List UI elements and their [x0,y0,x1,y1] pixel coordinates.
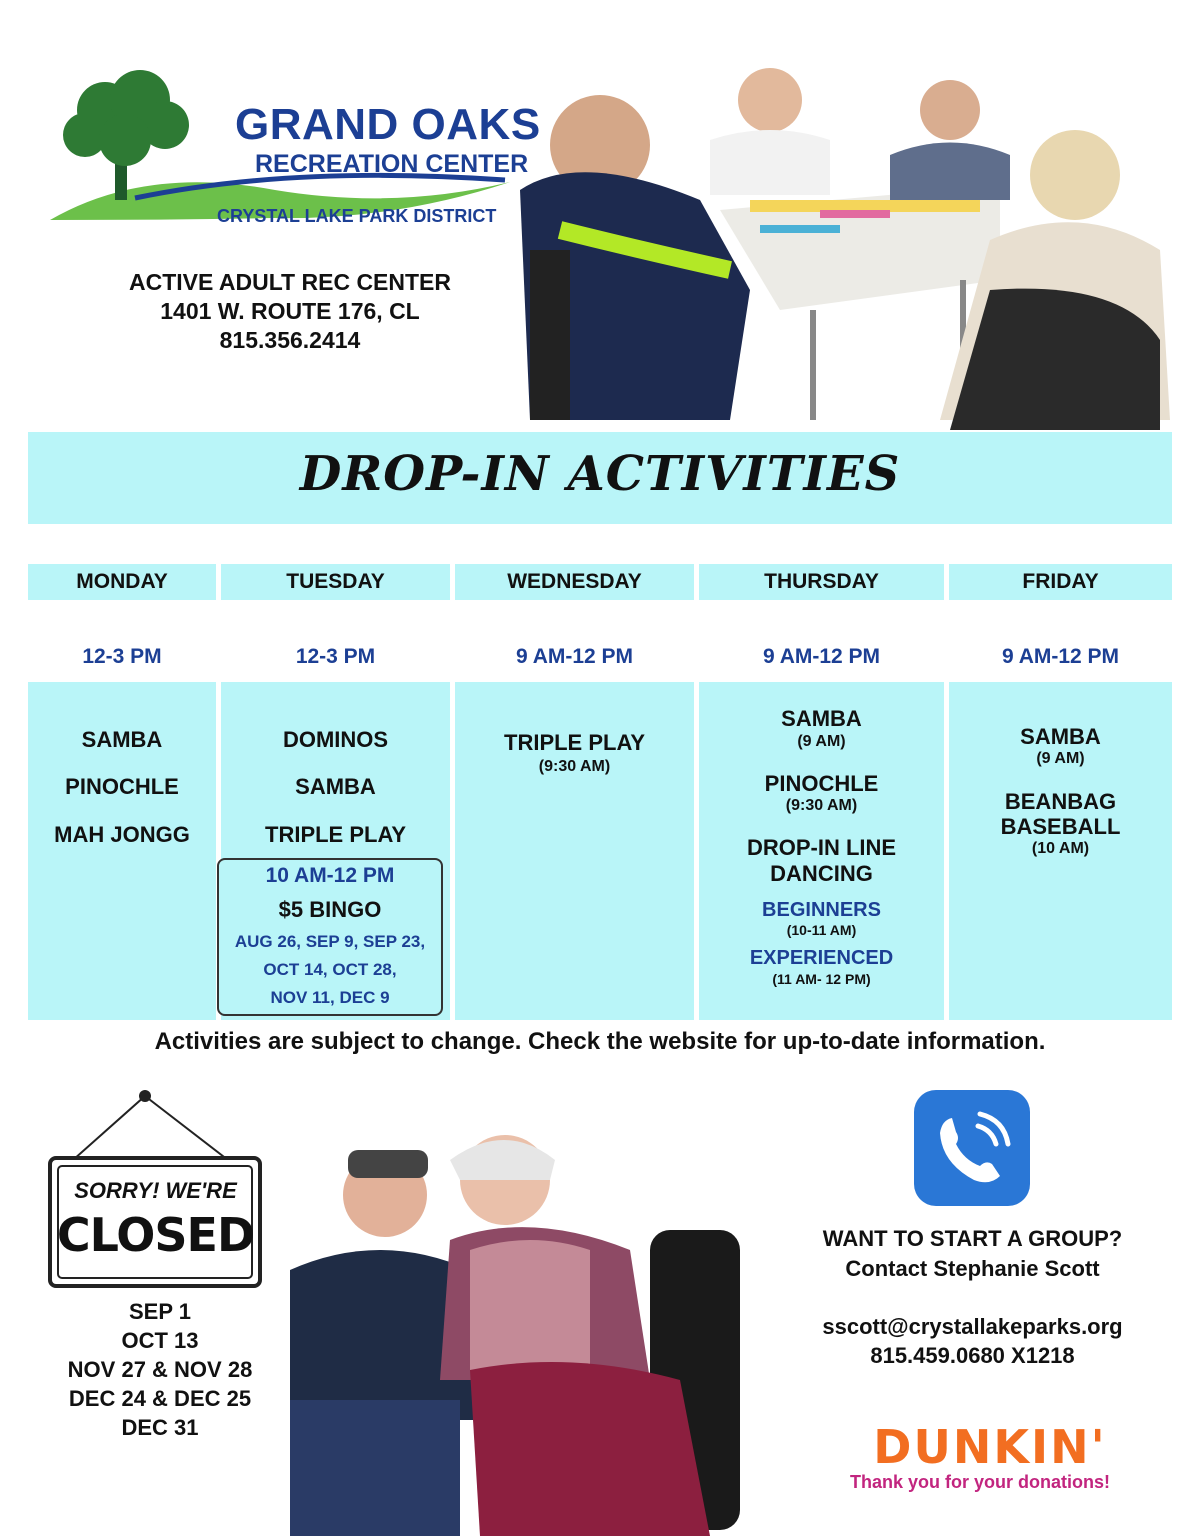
address-phone: 815.356.2414 [219,327,361,353]
activity-item: DOMINOS [282,727,389,752]
sponsor-thanks: Thank you for your donations! [850,1472,1110,1492]
closed-date: DEC 31 [121,1415,199,1440]
closed-date: NOV 27 & NOV 28 [67,1357,253,1382]
drop-in-banner [28,432,1172,524]
bingo-dates-2: OCT 14, OCT 28, [263,960,397,979]
logo-district: CRYSTAL LAKE PARK DISTRICT [217,206,497,226]
disclaimer: Activities are subject to change. Check the website for up-to-date information. [154,1028,1046,1055]
header-monday: MONDAY [28,564,216,600]
contact-question: WANT TO START A GROUP? [822,1226,1123,1251]
activities-thursday [699,682,944,1020]
activity-item: BASEBALL [1000,814,1121,839]
activity-time: (10 AM) [1031,840,1090,857]
activity-item: BEANBAG [1004,789,1117,814]
closed-date: OCT 13 [121,1328,199,1353]
header-friday: FRIDAY [949,564,1172,600]
address-line-2: 1401 W. ROUTE 176, CL [160,298,420,324]
activities-friday [949,682,1172,1020]
bingo-box [217,858,443,1016]
grand-oaks-logo [45,70,541,240]
activity-item: DROP-IN LINE [746,835,897,860]
time-tuesday: 12-3 PM [295,645,376,668]
sign-sorry: SORRY! WE'RE [74,1178,237,1203]
time-thursday: 9 AM-12 PM [762,645,881,668]
activity-time: (11 AM- 12 PM) [772,971,871,987]
activity-time: (9:30 AM) [785,797,858,814]
contact-name: Contact Stephanie Scott [845,1256,1100,1281]
closed-date: DEC 24 & DEC 25 [68,1386,252,1411]
sign-closed: CLOSED [56,1208,255,1262]
contact-phone[interactable]: 815.459.0680 X1218 [870,1343,1075,1368]
phone-icon [912,1088,1032,1208]
activities-wednesday [455,682,694,1020]
logo-subtitle: RECREATION CENTER [255,150,529,178]
header-tuesday: TUESDAY [221,564,450,600]
activity-time: (10-11 AM) [786,922,857,938]
activity-item: PINOCHLE [764,771,879,796]
time-friday: 9 AM-12 PM [1001,645,1120,668]
activity-time: (9 AM) [797,733,846,750]
activity-time: (9 AM) [1036,750,1085,767]
activity-time: (9:30 AM) [538,758,611,775]
level-experienced: EXPERIENCED [749,947,894,969]
activity-item: SAMBA [1020,724,1101,749]
time-wednesday: 9 AM-12 PM [515,645,634,668]
closed-date: SEP 1 [129,1299,191,1324]
activity-item: SAMBA [81,727,163,752]
bingo-time: 10 AM-12 PM [265,864,395,887]
activity-item: TRIPLE PLAY [504,730,645,755]
activity-item: PINOCHLE [65,774,179,799]
activity-item: SAMBA [781,706,862,731]
time-monday: 12-3 PM [82,645,162,668]
banner-title: DROP-IN ACTIVITIES [299,446,901,502]
level-beginners: BEGINNERS [762,899,881,921]
header-wednesday: WEDNESDAY [455,564,694,600]
bingo-dates-3: NOV 11, DEC 9 [270,988,390,1007]
address-line-1: ACTIVE ADULT REC CENTER [129,269,451,295]
mahjong-players-photo [520,60,1180,435]
activity-item: SAMBA [295,774,376,799]
bingo-title: $5 BINGO [278,897,382,922]
bingo-dates-1: AUG 26, SEP 9, SEP 23, [234,932,426,951]
couple-photo [270,1120,780,1536]
closed-sign [48,1088,263,1288]
activity-item: TRIPLE PLAY [265,822,406,847]
activity-item: MAH JONGG [54,822,190,847]
activity-item: DANCING [770,861,873,886]
header-thursday: THURSDAY [699,564,944,600]
contact-email[interactable]: sscott@crystallakeparks.org [822,1314,1123,1339]
logo-title: GRAND OAKS [235,100,541,149]
activities-monday [28,682,216,1020]
dunkin-logo: DUNKIN' [873,1420,1107,1474]
